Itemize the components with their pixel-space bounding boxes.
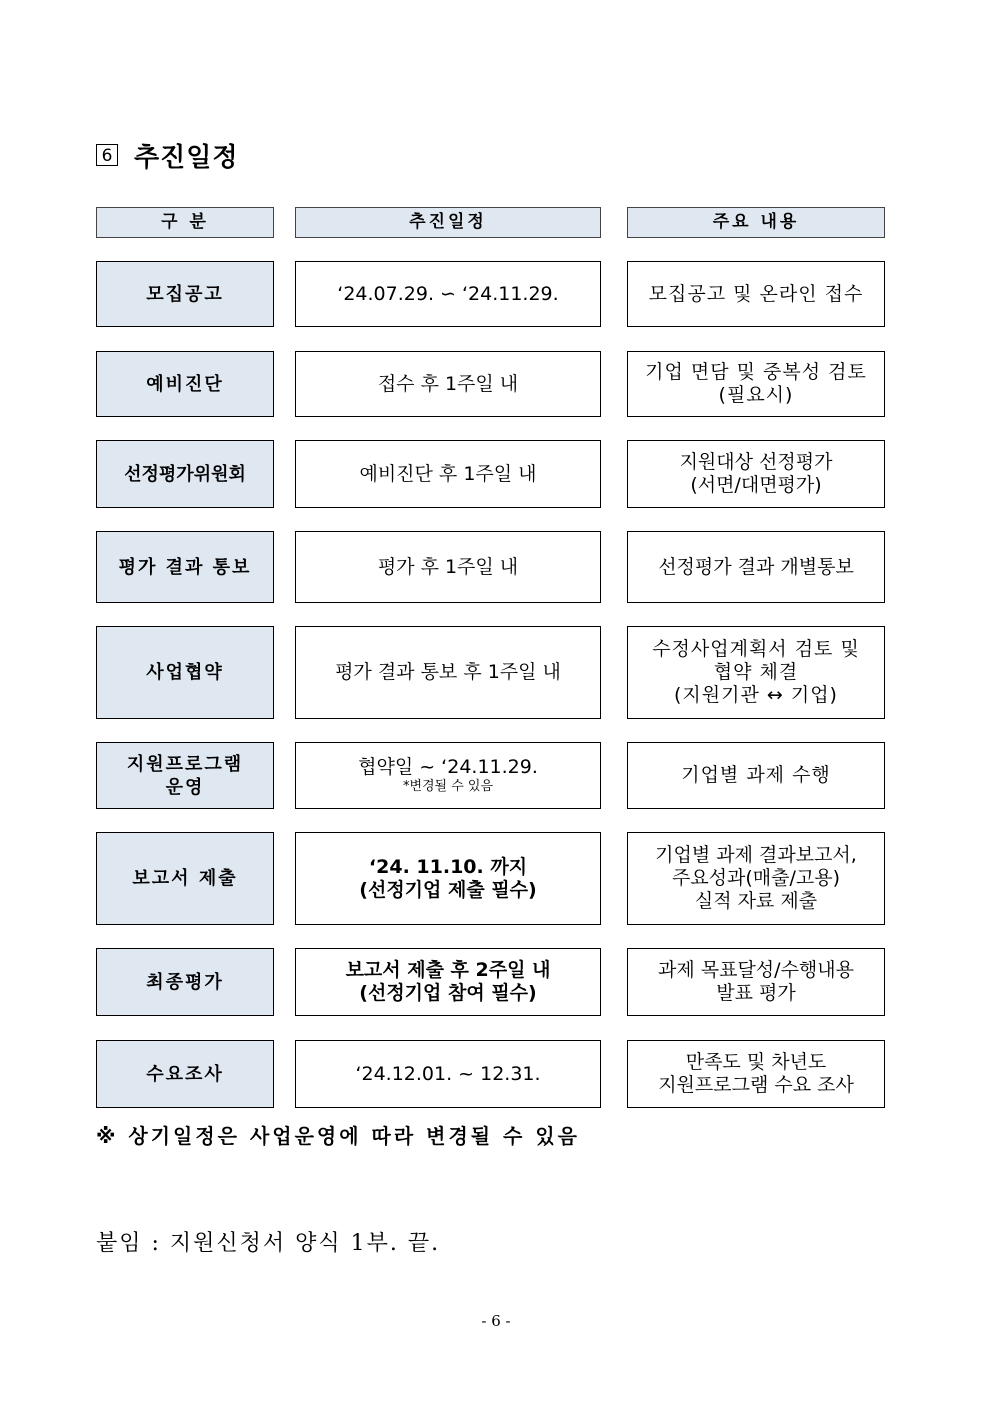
row-content-demand-survey [627,1040,885,1108]
page-number: - 6 - [481,1312,511,1330]
content-line: 실적 자료 제출 [694,890,818,912]
schedule-line: ‘24.12.01. ~ 12.31. [355,1062,541,1085]
row-schedule-final-evaluation [295,948,601,1016]
row-content-agreement [627,626,885,719]
row-label-final-evaluation: 최종평가 [96,948,274,1016]
section-number: 6 [96,144,118,166]
row-content-recruitment [627,261,885,327]
content-line: 주요성과(매출/고용) [671,867,841,889]
schedule-line: (선정기업 참여 필수) [359,982,537,1004]
schedule-line: ‘24.07.29. ∽ ‘24.11.29. [337,282,559,305]
row-label-report-submission: 보고서 제출 [96,832,274,925]
header-category: 구 분 [96,207,274,238]
content-line: 발표 평가 [716,982,796,1004]
content-line: (필요시) [718,384,794,406]
content-line: 과제 목표달성/수행내용 [658,959,854,981]
header-schedule: 추진일정 [295,207,601,238]
content-line: 지원대상 선정평가 [679,451,833,473]
content-line: 기업별 과제 결과보고서, [655,844,857,866]
schedule-line: (선정기업 제출 필수) [359,878,537,901]
row-label-program-operation [96,742,274,809]
section-heading [96,138,238,172]
schedule-line: 보고서 제출 후 2주일 내 [345,959,551,981]
row-label-demand-survey: 수요조사 [96,1040,274,1108]
row-schedule-evaluation-committee [295,440,601,508]
label-line: 지원프로그램 [126,753,244,775]
content-line: 협약 체결 [713,661,799,683]
row-label-evaluation-committee: 선정평가위원회 [96,440,274,508]
content-line: 기업별 과제 수행 [681,764,831,786]
row-content-result-notice [627,531,885,603]
content-line: 기업 면담 및 중복성 검토 [645,361,867,383]
content-line: 선정평가 결과 개별통보 [658,555,854,578]
row-label-agreement: 사업협약 [96,626,274,719]
content-line: (서면/대면평가) [690,474,822,496]
row-schedule-program-operation [295,742,601,809]
row-content-pre-diagnosis [627,351,885,417]
schedule-line: 협약일 ~ ‘24.11.29. [358,756,538,778]
schedule-line: 평가 결과 통보 후 1주일 내 [335,661,561,683]
row-schedule-result-notice [295,531,601,603]
content-line: 모집공고 및 온라인 접수 [648,282,864,305]
schedule-line: 예비진단 후 1주일 내 [359,462,537,485]
section-title: 추진일정 [134,142,239,173]
content-line: 만족도 및 차년도 [685,1051,827,1073]
row-schedule-recruitment [295,261,601,327]
label-line: 운영 [165,776,205,798]
row-content-program-operation [627,742,885,809]
attachment-line: 붙임 : 지원신청서 양식 1부. 끝. [96,1231,441,1256]
schedule-note: *변경될 수 있음 [402,779,494,794]
schedule-line: 접수 후 1주일 내 [377,372,519,395]
content-line: (지원기관 ↔ 기업) [674,684,838,706]
row-content-final-evaluation [627,948,885,1016]
content-line: 지원프로그램 수요 조사 [658,1074,854,1096]
schedule-note: ※ 상기일정은 사업운영에 따라 변경될 수 있음 [96,1124,580,1148]
header-content: 주요 내용 [627,207,885,238]
row-schedule-demand-survey [295,1040,601,1108]
row-schedule-report-submission [295,832,601,925]
row-schedule-pre-diagnosis [295,351,601,417]
schedule-line: 평가 후 1주일 내 [377,555,519,578]
row-schedule-agreement [295,626,601,719]
schedule-line: ‘24. 11.10. 까지 [368,855,528,878]
row-label-result-notice: 평가 결과 통보 [96,531,274,603]
row-content-report-submission [627,832,885,925]
row-label-recruitment: 모집공고 [96,261,274,327]
content-line: 수정사업계획서 검토 및 [652,638,860,660]
row-content-evaluation-committee [627,440,885,508]
row-label-pre-diagnosis: 예비진단 [96,351,274,417]
